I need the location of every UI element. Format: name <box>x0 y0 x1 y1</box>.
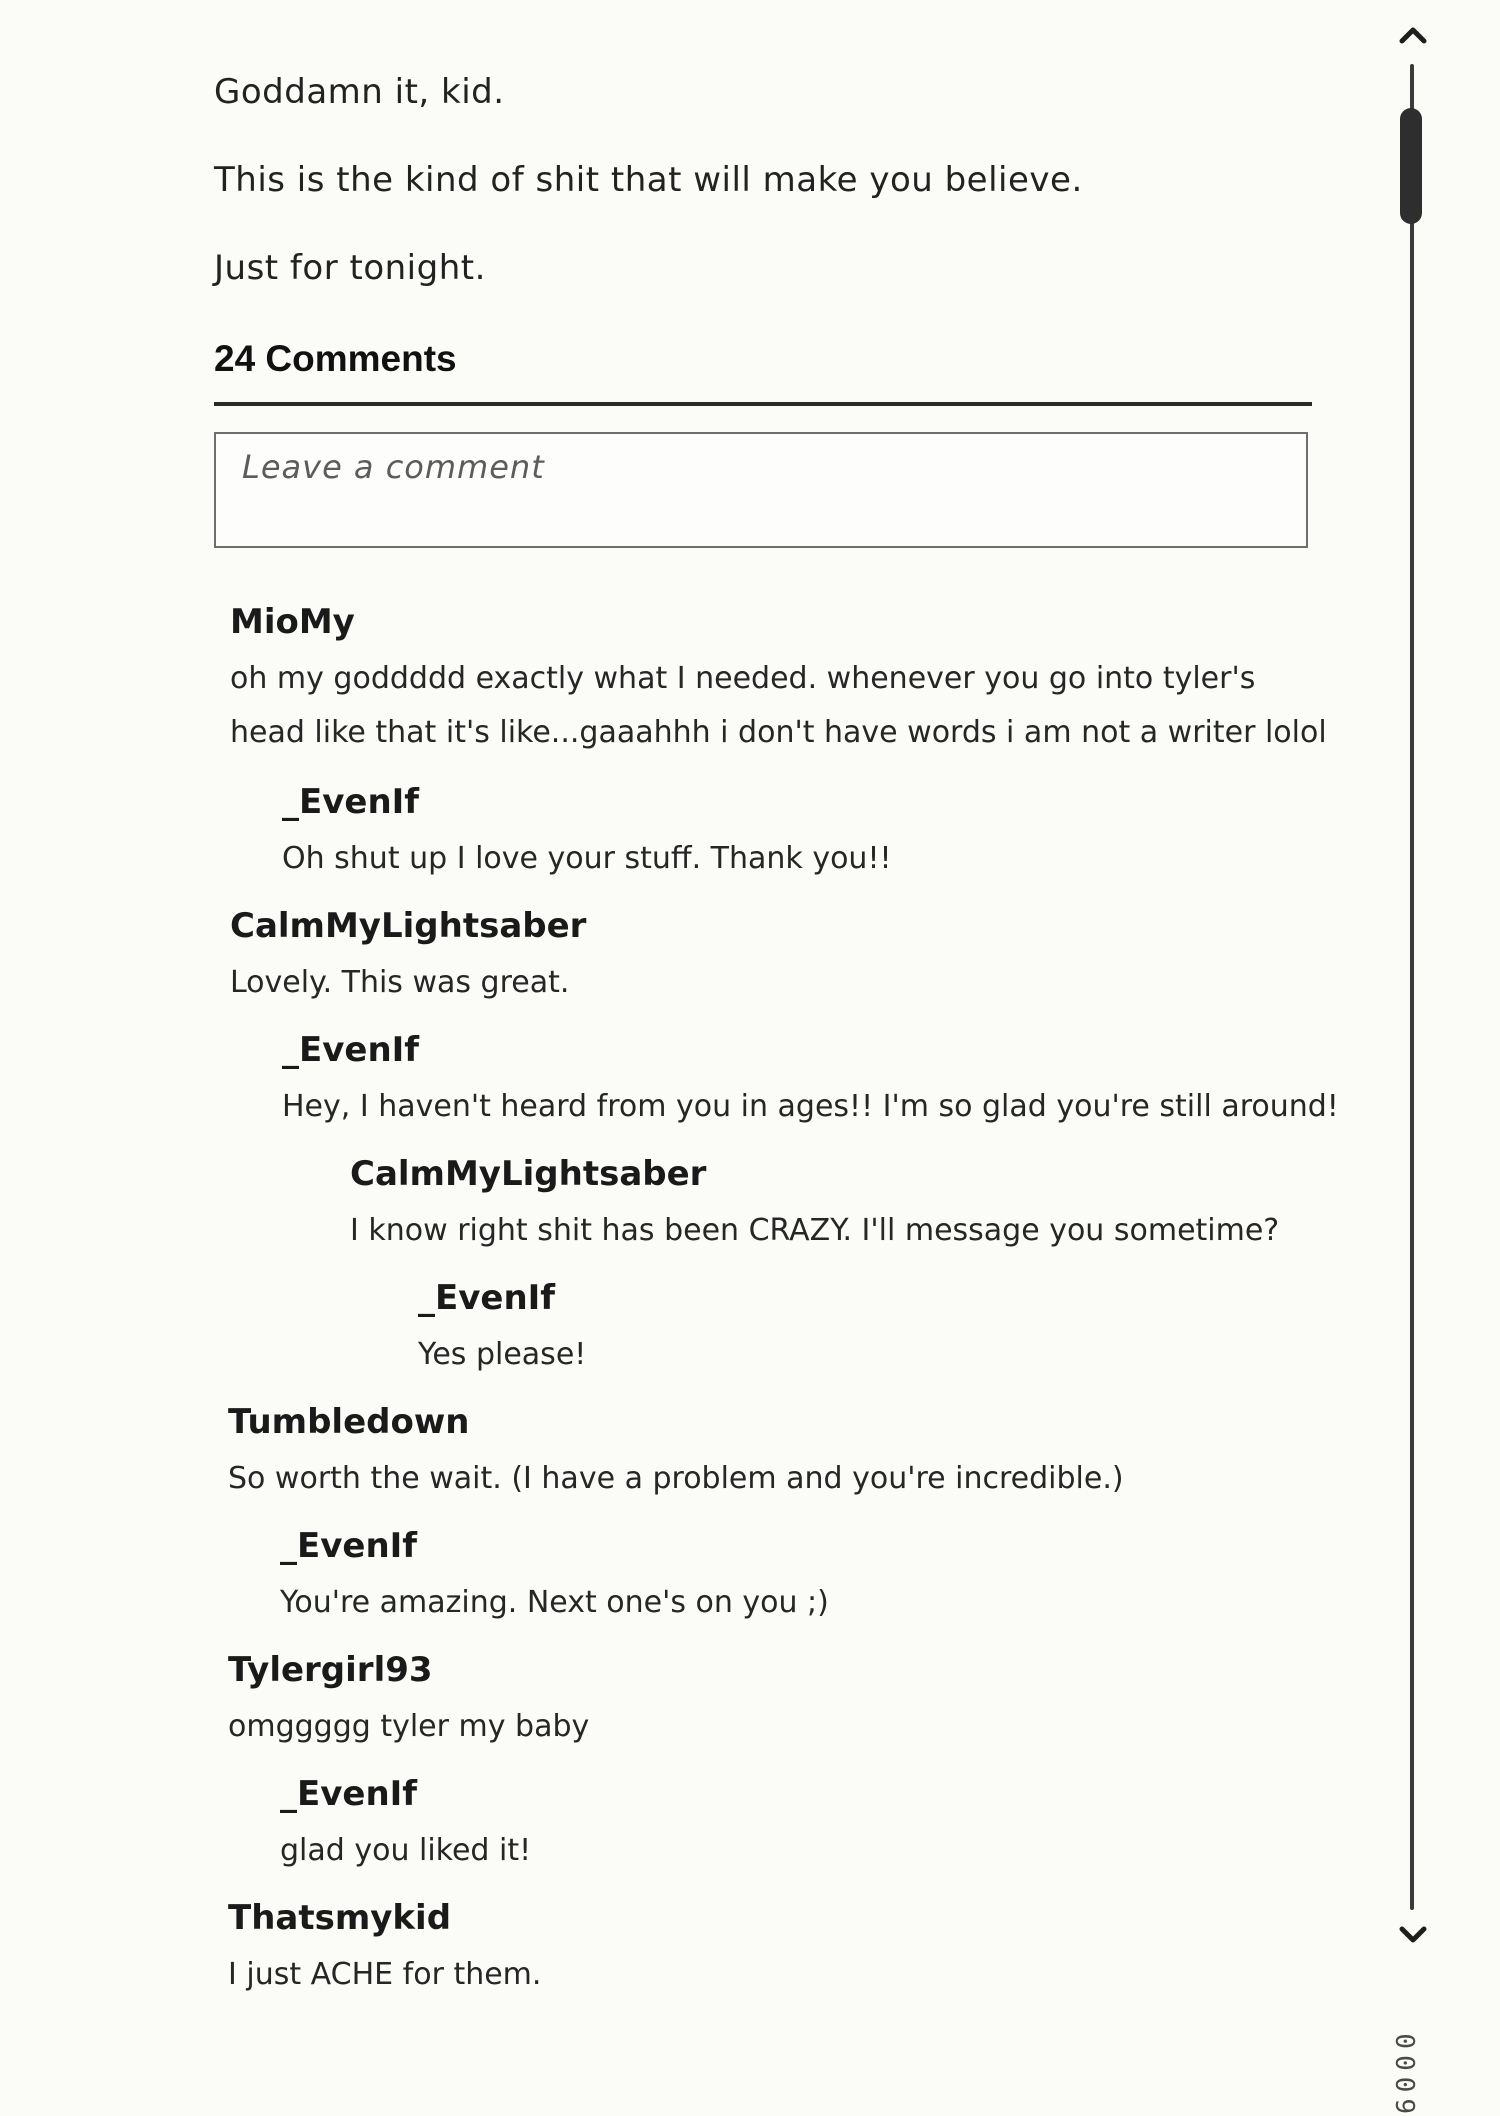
comment <box>230 904 586 1010</box>
scrollbar-thumb[interactable] <box>1400 108 1422 224</box>
comment-text: Lovely. This was great. <box>230 965 570 1000</box>
comment-author[interactable]: Tumbledown <box>228 1402 470 1442</box>
story-line-2: This is the kind of shit that will make you believe. <box>214 160 1083 200</box>
comment-text: I know right shit has been CRAZY. I'll message you sometime? <box>350 1213 1280 1248</box>
comment-input-placeholder: Leave a comment <box>242 448 545 486</box>
comment-text: I just ACHE for them. <box>228 1957 542 1992</box>
comment-reply <box>282 1028 1339 1134</box>
comment <box>228 1896 541 2002</box>
chevron-down-icon[interactable] <box>1398 1920 1428 1950</box>
comment-text: You're amazing. Next one's on you ;) <box>280 1585 829 1620</box>
comment-input[interactable] <box>214 432 1308 548</box>
comment <box>230 600 1327 760</box>
scrollbar-track[interactable] <box>1410 64 1414 1910</box>
comment-reply <box>280 1524 829 1630</box>
comment-text: Yes please! <box>418 1337 587 1372</box>
comments-count-heading: 24 Comments <box>214 338 457 379</box>
comment-text: Hey, I haven't heard from you in ages!! I'm so glad you're still around! <box>282 1089 1339 1124</box>
comment-text: glad you liked it! <box>280 1833 532 1868</box>
comment-author[interactable]: _EvenIf <box>280 1774 418 1814</box>
chevron-up-icon[interactable] <box>1398 20 1428 50</box>
comment-text-line: head like that it's like...gaaahhh i don't have words i am not a writer lolol <box>230 715 1327 750</box>
comment-text: So worth the wait. (I have a problem and you're incredible.) <box>228 1461 1124 1496</box>
comment-author[interactable]: MioMy <box>230 602 355 642</box>
comment <box>228 1648 589 1754</box>
comment-author[interactable]: _EvenIf <box>282 1030 420 1070</box>
comment-author[interactable]: _EvenIf <box>282 782 420 822</box>
comment-reply <box>282 780 892 886</box>
comment-reply <box>418 1276 586 1382</box>
comment <box>228 1400 1124 1506</box>
comment-reply <box>350 1152 1279 1258</box>
comment-text: Oh shut up I love your stuff. Thank you!! <box>282 841 892 876</box>
comment-reply <box>280 1772 531 1878</box>
page-number: 6000 <box>1392 2027 1422 2114</box>
comment-text <box>230 652 1327 760</box>
comment-author[interactable]: Thatsmykid <box>228 1898 452 1938</box>
story-line-3: Just for tonight. <box>214 248 486 288</box>
story-line-1: Goddamn it, kid. <box>214 72 505 112</box>
comment-author[interactable]: _EvenIf <box>280 1526 418 1566</box>
divider <box>214 402 1312 406</box>
comment-author[interactable]: _EvenIf <box>418 1278 556 1318</box>
comment-author[interactable]: CalmMyLightsaber <box>350 1154 707 1194</box>
comment-author[interactable]: Tylergirl93 <box>228 1650 433 1690</box>
comment-text: omggggg tyler my baby <box>228 1709 590 1744</box>
comment-text-line: oh my goddddd exactly what I needed. whenever you go into tyler's <box>230 661 1256 696</box>
comment-author[interactable]: CalmMyLightsaber <box>230 906 587 946</box>
